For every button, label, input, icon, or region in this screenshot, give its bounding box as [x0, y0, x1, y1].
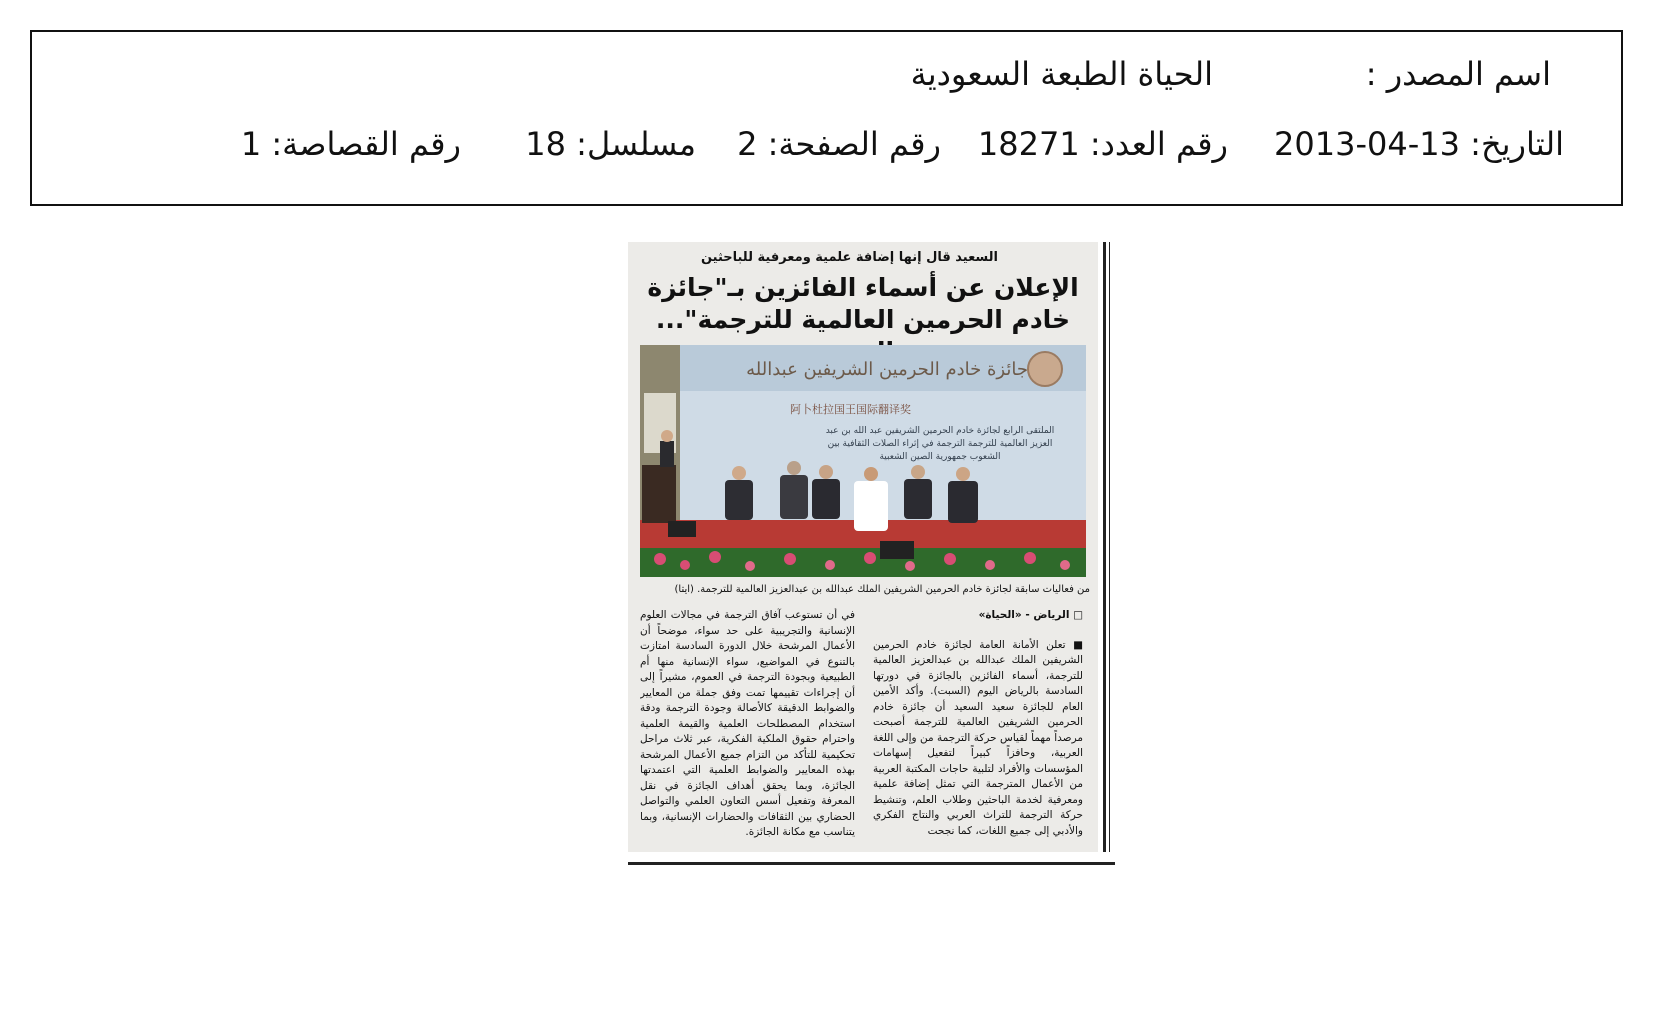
photo-caption: من فعاليات سابقة لجائزة خادم الحرمين الشريفين الملك عبدالله بن عبدالعزيز العالمية للترجمة. (ايتا) [674, 584, 1090, 595]
bottom-rule [628, 862, 1115, 865]
photo-banner-ar: جائزة خادم الحرمين الشريفين عبدالله [746, 359, 1028, 380]
newspaper-clipping [628, 242, 1128, 868]
page-number: رقم الصفحة: 2 [737, 125, 941, 163]
column-rule [1103, 242, 1106, 852]
photo-screen-text: الملتقى الرابع لجائزة خادم الحرمين الشريفين عبد الله بن عبد العزيز العالمية للترجمة الترجمة في إثراء الصلات الثقافية بين الشعوب جمهورية الصين الشعبية [825, 426, 1055, 462]
clipping-number: رقم القصاصة: 1 [240, 125, 461, 163]
clipping-header [30, 30, 1623, 206]
clipping-paper [628, 242, 1098, 852]
source-label: اسم المصدر : [1365, 55, 1551, 93]
article-dateline: □ الرياض - «الحياة» [978, 609, 1083, 621]
article-photo [640, 345, 1086, 577]
photo-banner-cn: 阿卜杜拉国王国际翻译奖 [790, 403, 911, 416]
article-column-left: في أن تستوعب آفاق الترجمة في مجالات العلوم الإنسانية والتجريبية على حد سواء، موضحاً أن الأعمال المرشحة خلال الدورة السادسة امتازت بالتنوع في المواضيع، سواء الإنسانية منها أم الطبيعية وبجودة الترجمة في العموم، مشيراً إلى أن إجراءات تقييمها تمت وفق جملة من المعايير والضوابط الدقيقة كالأصالة وجودة الترجمة ودقة استخدام المصطلحات العلمية والقيمة العلمية واحترام حقوق الملكية الفكرية، عبر ثلاث مراحل تحكيمية للتأكد من التزام جميع الأعمال المرشحة بهذه المعايير والضوابط العلمية التي اعتمدتها الجائزة، وبما يحقق أهداف الجائزة في نقل المعرفة وتفعيل أسس التعاون العلمي والتواصل الحضاري بين الثقافات والحضارات الإنسانية، وبما يتناسب مع مكانة الجائزة. [640, 609, 855, 838]
article-body-right: ■ تعلن الأمانة العامة لجائزة خادم الحرمين الشريفين الملك عبدالله بن عبدالعزيز العالمية للترجمة، أسماء الفائزين بالجائزة في دورتها السادسة بالرياض اليوم (السبت). وأكد الأمين العام للجائزة سعيد السعيد أن جائزة خادم الحرمين الشريفين العالمية للترجمة أصبحت مرصداً مهماً لقياس حركة الترجمة من وإلى اللغة العربية، وحافزاً كبيراً لتفعيل إسهامات المؤسسات والأفراد لتلبية حاجات المكتبة العربية من الأعمال المترجمة التي تمثل إضافة علمية ومعرفية لخدمة الباحثين وطلاب العلم، وتنشيط حركة الترجمة للتراث العربي والنتاج الفكري والأدبي إلى جميع اللغات، كما نجحت [873, 638, 1083, 837]
article-headline: الإعلان عن أسماء الفائزين بـ"جائزة خادم الحرمين العالمية للترجمة"... [647, 273, 1079, 334]
issue-number: رقم العدد: 18271 [977, 125, 1228, 163]
article-kicker: السعيد قال إنها إضافة علمية ومعرفية للباحثين [700, 250, 998, 265]
column-rule-thin [1109, 242, 1110, 852]
source-value: الحياة الطبعة السعودية [910, 55, 1213, 93]
date-field: التاريخ: 13-04-2013 [1274, 125, 1564, 163]
conference-photo [640, 345, 1086, 577]
article-column-right [873, 608, 1083, 848]
serial-number: مسلسل: 18 [525, 125, 696, 163]
